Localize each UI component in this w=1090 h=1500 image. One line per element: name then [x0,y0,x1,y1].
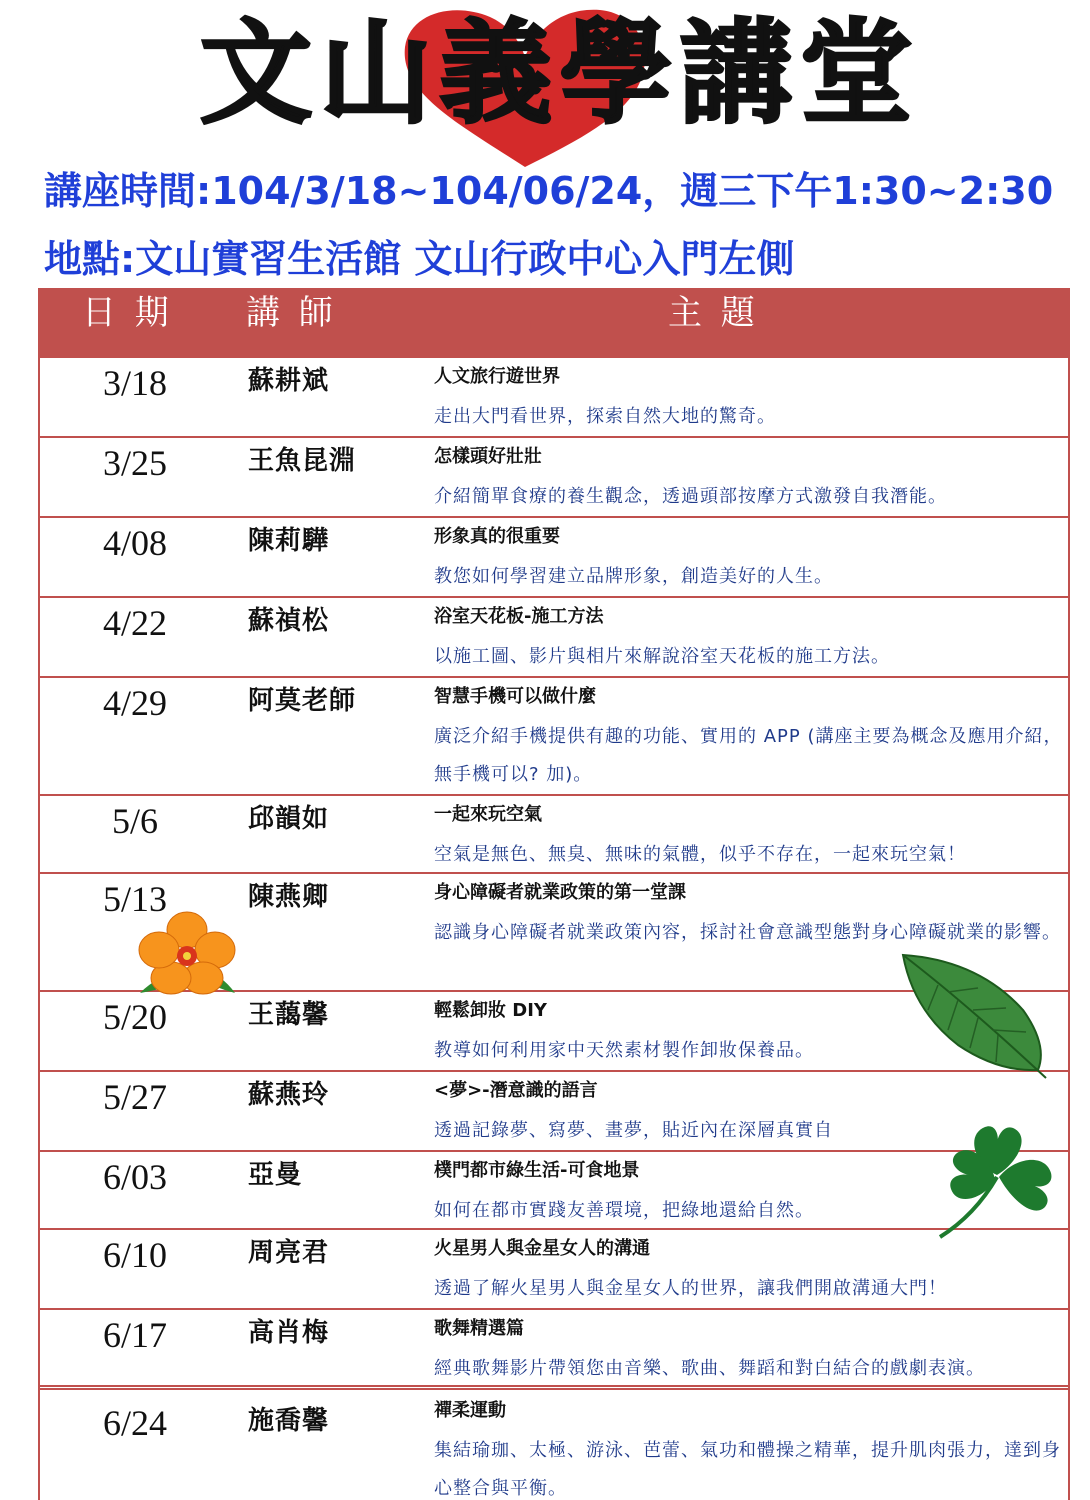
table-header [40,288,1068,358]
row-topic-desc: 認識身心障礙者就業政策內容，採討社會意識型態對身心障礙就業的影響。 [434,922,1061,943]
row-speaker: 周亮君 [248,1238,330,1268]
table-row [40,678,1068,796]
row-speaker: 施喬馨 [248,1406,330,1436]
table-row [40,1310,1068,1390]
flower-icon [135,908,240,998]
row-topic-title: 身心障礙者就業政策的第一堂課 [434,882,686,903]
row-topic-desc: 如何在都市實踐友善環境，把綠地還給自然。 [434,1200,814,1221]
row-topic-desc: 集結瑜珈、太極、游泳、芭蕾、氣功和體操之精華，提升肌肉張力，達到身心整合與平衡。 [434,1440,1061,1499]
row-speaker: 陳燕卿 [248,882,330,912]
row-topic-title: 輕鬆卸妝 DIY [434,1000,547,1021]
row-speaker: 蘇禎松 [248,606,330,636]
row-topic-desc: 透過了解火星男人與金星女人的世界，讓我們開啟溝通大門！ [434,1278,947,1299]
row-topic-desc: 以施工圖、影片與相片來解說浴室天花板的施工方法。 [434,646,890,667]
row-date: 3/18 [102,363,167,403]
lecture-location: 地點:文山實習生活館 文山行政中心入門左側 [44,237,795,281]
row-speaker: 邱韻如 [248,804,330,834]
table-row [40,1230,1068,1310]
row-topic-title: 歌舞精選篇 [434,1318,524,1339]
row-date: 4/29 [102,683,167,723]
row-speaker: 高肖梅 [248,1318,330,1348]
row-date: 4/22 [102,603,167,643]
row-topic-desc: 走出大門看世界，探索自然大地的驚奇。 [434,406,776,427]
row-date: 5/20 [102,997,167,1037]
row-speaker: 阿莫老師 [248,686,357,716]
row-date: 6/17 [102,1315,167,1355]
row-topic-desc: 教您如何學習建立品牌形象，創造美好的人生。 [434,566,833,587]
table-row [40,438,1068,518]
row-speaker: 蘇燕玲 [248,1080,330,1110]
row-topic-title: 人文旅行遊世界 [434,366,560,387]
row-date: 6/03 [102,1157,167,1197]
leaf-icon [898,950,1048,1080]
column-header-topic: 主 題 [668,293,759,333]
row-date: 3/25 [102,443,167,483]
row-date: 5/13 [102,879,167,919]
row-topic-title: 樸門都市綠生活-可食地景 [434,1160,640,1181]
row-speaker: 蘇耕斌 [248,366,330,396]
poster-title: 文山義學講堂 [200,9,920,139]
row-topic-title: 智慧手機可以做什麼 [434,686,596,707]
row-topic-title: 火星男人與金星女人的溝通 [434,1238,650,1259]
row-topic-title: 禪柔運動 [434,1400,506,1421]
row-date: 4/08 [102,523,167,563]
table-row [40,1392,1068,1500]
schedule-table [38,288,1070,1500]
title-area [0,0,1090,160]
column-header-date: 日 期 [82,293,173,333]
table-row [40,358,1068,438]
row-date: 6/24 [102,1403,167,1443]
table-row [40,796,1068,874]
row-date: 5/27 [102,1077,167,1117]
row-topic-desc: 經典歌舞影片帶領您由音樂、歌曲、舞蹈和對白結合的戲劇表演。 [434,1358,985,1379]
row-speaker: 亞曼 [248,1160,303,1190]
table-row [40,1152,1068,1230]
row-date: 5/6 [111,801,158,841]
row-topic-desc: 教導如何利用家中天然素材製作卸妝保養品。 [434,1040,814,1061]
row-speaker: 陳莉驊 [248,526,330,556]
row-topic-title: <夢>-潛意識的語言 [434,1080,598,1101]
row-topic-title: 怎樣頭好壯壯 [434,446,542,467]
lecture-time: 講座時間:104/3/18~104/06/24，週三下午1:30~2:30 [44,169,1054,213]
row-topic-title: 浴室天花板-施工方法 [434,606,604,627]
row-topic-desc: 廣泛介紹手機提供有趣的功能、實用的 APP (講座主要為概念及應用介紹，無手機可以? 加)。 [434,726,1063,785]
row-topic-desc: 空氣是無色、無臭、無味的氣體，似乎不存在，一起來玩空氣！ [434,844,966,865]
row-topic-desc: 介紹簡單食療的養生觀念，透過頭部按摩方式激發自我潛能。 [434,486,947,507]
clover-icon [935,1115,1060,1240]
row-topic-title: 一起來玩空氣 [434,804,542,825]
table-row [40,598,1068,678]
row-topic-desc: 透過記錄夢、寫夢、畫夢，貼近內在深層真實自 [434,1120,833,1141]
row-speaker: 王魚昆淵 [248,446,357,476]
table-row [40,1072,1068,1152]
row-speaker: 王藹馨 [248,1000,330,1030]
row-date: 6/10 [102,1235,167,1275]
table-row [40,518,1068,598]
row-topic-title: 形象真的很重要 [434,526,560,547]
column-header-speaker: 講 師 [246,293,337,333]
